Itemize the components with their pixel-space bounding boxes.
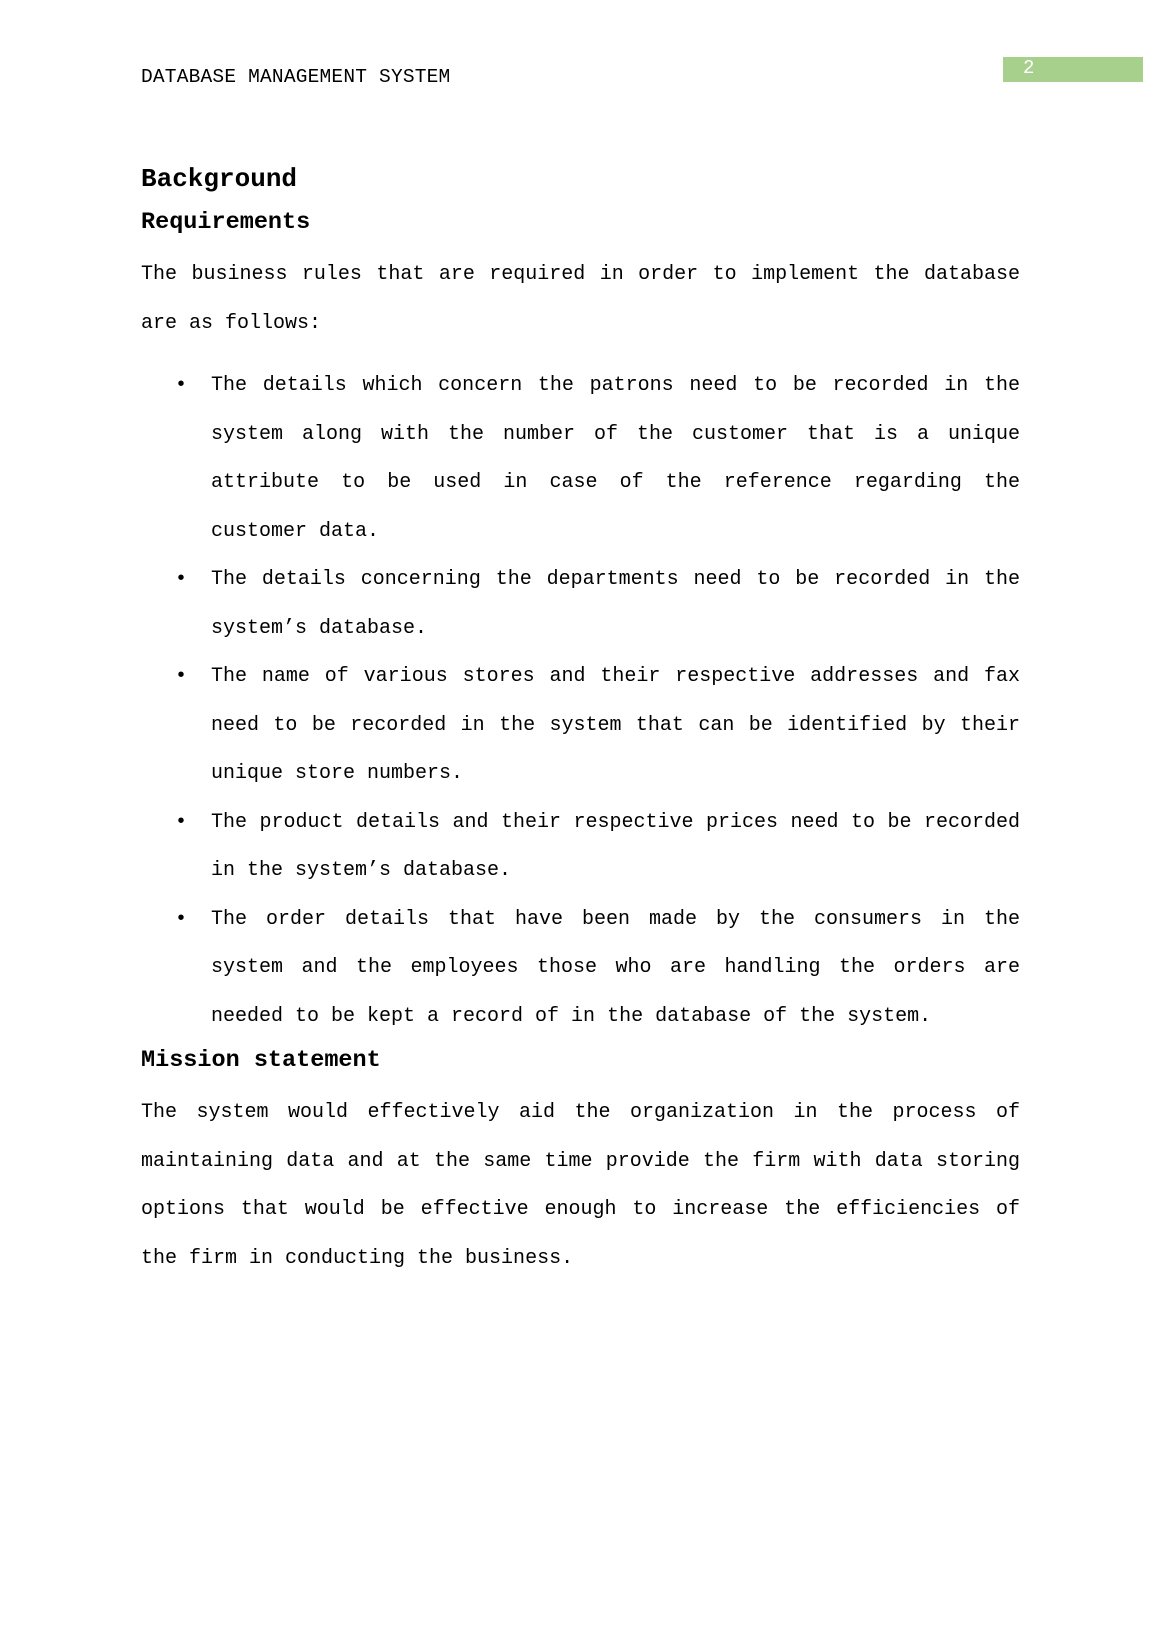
list-item — [141, 799, 1020, 896]
list-item — [141, 896, 1020, 1042]
list-item-text: The details concerning the departments need to be recorded in the system’s database. — [211, 568, 1020, 640]
list-item-text: The details which concern the patrons need to be recorded in the system along with the number of the customer that is a unique attribute to be used in case of the reference regarding the customer data. — [211, 374, 1020, 543]
running-header-title: DATABASE MANAGEMENT SYSTEM — [141, 66, 451, 88]
requirements-heading: Requirements — [141, 209, 311, 236]
list-item-text: The order details that have been made by the consumers in the system and the employees those who are handling the orders are needed to be kept a record of in the database of the system. — [211, 907, 1020, 1028]
bullet-icon: • — [175, 907, 188, 931]
document-body — [141, 155, 1020, 1283]
bullet-icon: • — [175, 665, 188, 688]
list-item-text: The name of various stores and their respective addresses and fax need to be recorded in the system that can be identified by their unique store numbers. — [211, 665, 1020, 785]
bullet-icon: • — [175, 374, 188, 397]
list-item — [141, 653, 1020, 799]
requirements-intro: The business rules that are required in order to implement the database are as follows: — [141, 263, 1020, 335]
mission-statement-text: The system would effectively aid the organization in the process of maintaining data and at the same time provide the firm with data storing options that would be effective enough to increase the efficiencies of the firm in conducting the business. — [141, 1101, 1020, 1270]
list-item — [141, 556, 1020, 653]
list-item-text: The product details and their respective prices need to be recorded in the system’s database. — [211, 810, 1020, 882]
requirements-list — [141, 362, 1020, 1041]
page-number-badge: 2 — [1003, 57, 1143, 82]
bullet-icon: • — [175, 568, 188, 591]
background-heading: Background — [141, 164, 298, 194]
mission-statement-heading: Mission statement — [141, 1047, 381, 1074]
bullet-icon: • — [175, 810, 188, 834]
list-item — [141, 362, 1020, 556]
